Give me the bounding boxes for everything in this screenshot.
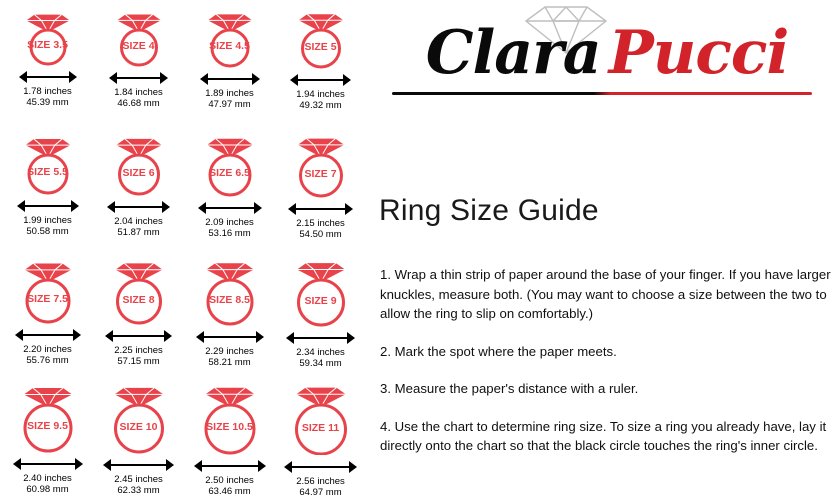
ring-size-label: SIZE 10 bbox=[119, 420, 158, 433]
ring-illustration bbox=[184, 0, 275, 78]
ring-illustration bbox=[93, 0, 184, 78]
measurement-mm: 64.97 mm bbox=[299, 487, 342, 498]
measurement-mm: 60.98 mm bbox=[26, 484, 69, 495]
diameter-arrow bbox=[93, 329, 184, 343]
diameter-arrow bbox=[275, 202, 366, 216]
measurement-inches: 2.40 inches bbox=[23, 473, 72, 484]
measurement-mm: 63.46 mm bbox=[208, 486, 251, 497]
diameter-arrow bbox=[184, 72, 275, 86]
brand-name-second: Pucci bbox=[608, 18, 789, 88]
ring-size-label: SIZE 4 bbox=[122, 39, 155, 52]
ring-illustration bbox=[275, 250, 366, 328]
measurement-inches: 2.56 inches bbox=[296, 476, 345, 487]
ring-size-label: SIZE 6.5 bbox=[209, 167, 250, 179]
brand-logo bbox=[370, 0, 839, 110]
diameter-arrow bbox=[184, 330, 275, 344]
measurement-mm: 55.76 mm bbox=[26, 355, 69, 366]
measurement-mm: 54.50 mm bbox=[299, 229, 342, 240]
ring-size-cell bbox=[184, 125, 275, 247]
measurement-mm: 53.16 mm bbox=[208, 228, 251, 239]
diameter-arrow bbox=[275, 73, 366, 87]
measurement-mm: 59.34 mm bbox=[299, 358, 342, 369]
diameter-arrow bbox=[93, 458, 184, 472]
diameter-arrow bbox=[2, 70, 93, 84]
measurement-mm: 49.32 mm bbox=[299, 100, 342, 111]
logo-underline bbox=[392, 92, 812, 95]
measurement-inches: 1.94 inches bbox=[296, 89, 345, 100]
measurement-inches: 2.25 inches bbox=[114, 345, 163, 356]
instruction-step: 4. Use the chart to determine ring size. To size a ring you already have, lay it directly onto the chart so that the black circle touches the ring's inner circle. bbox=[380, 418, 827, 454]
ring-size-chart bbox=[0, 0, 366, 501]
ring-size-label: SIZE 3.5 bbox=[27, 39, 68, 51]
measurement-inches: 1.84 inches bbox=[114, 87, 163, 98]
ring-illustration bbox=[93, 375, 184, 453]
ring-size-cell bbox=[93, 375, 184, 497]
ring-size-label: SIZE 6 bbox=[122, 166, 155, 179]
ring-size-label: SIZE 10.5 bbox=[206, 421, 253, 433]
right-column bbox=[370, 0, 839, 501]
ring-size-cell bbox=[93, 250, 184, 372]
diameter-arrow bbox=[184, 459, 275, 473]
ring-size-label: SIZE 8 bbox=[122, 293, 155, 306]
ring-illustration bbox=[93, 250, 184, 328]
ring-size-cell bbox=[275, 375, 366, 497]
ring-illustration bbox=[184, 250, 275, 328]
measurement-mm: 51.87 mm bbox=[117, 227, 160, 238]
measurement-inches: 2.50 inches bbox=[205, 475, 254, 486]
ring-illustration bbox=[2, 0, 93, 78]
brand-name-first: Clara bbox=[425, 18, 601, 88]
ring-size-cell bbox=[184, 250, 275, 372]
measurement-inches: 2.34 inches bbox=[296, 347, 345, 358]
diameter-arrow bbox=[275, 331, 366, 345]
ring-size-cell bbox=[2, 125, 93, 247]
diameter-arrow bbox=[2, 457, 93, 471]
ring-size-label: SIZE 5.5 bbox=[27, 166, 68, 178]
ring-illustration bbox=[184, 125, 275, 203]
ring-size-cell bbox=[275, 0, 366, 122]
instruction-list bbox=[380, 252, 835, 474]
ring-size-cell bbox=[184, 375, 275, 497]
ring-size-label: SIZE 5 bbox=[304, 40, 337, 53]
measurement-inches: 1.78 inches bbox=[23, 86, 72, 97]
ring-size-label: SIZE 4.5 bbox=[209, 40, 250, 52]
ring-size-cell bbox=[275, 125, 366, 247]
measurement-inches: 2.20 inches bbox=[23, 344, 72, 355]
ring-size-cell bbox=[2, 375, 93, 497]
measurement-inches: 2.15 inches bbox=[296, 218, 345, 229]
ring-illustration bbox=[2, 250, 93, 328]
ring-size-cell bbox=[184, 0, 275, 122]
ring-illustration bbox=[184, 375, 275, 453]
instruction-step: 3. Measure the paper's distance with a ruler. bbox=[380, 381, 639, 397]
measurement-mm: 46.68 mm bbox=[117, 98, 160, 109]
ring-illustration bbox=[2, 125, 93, 203]
ring-size-label: SIZE 9.5 bbox=[27, 420, 68, 432]
measurement-mm: 62.33 mm bbox=[117, 485, 160, 496]
ring-size-cell bbox=[2, 0, 93, 122]
page-title: Ring Size Guide bbox=[379, 194, 599, 227]
measurement-inches: 2.29 inches bbox=[205, 346, 254, 357]
ring-size-cell bbox=[275, 250, 366, 372]
brand-wordmark bbox=[382, 18, 832, 102]
ring-size-cell bbox=[93, 125, 184, 247]
measurement-inches: 1.89 inches bbox=[205, 88, 254, 99]
ring-size-label: SIZE 11 bbox=[301, 421, 340, 434]
ring-size-label: SIZE 8.5 bbox=[209, 294, 250, 306]
diameter-arrow bbox=[2, 199, 93, 213]
ring-size-label: SIZE 7.5 bbox=[27, 293, 68, 305]
diameter-arrow bbox=[2, 328, 93, 342]
measurement-inches: 2.04 inches bbox=[114, 216, 163, 227]
ring-size-label: SIZE 9 bbox=[304, 294, 337, 307]
diameter-arrow bbox=[93, 71, 184, 85]
ring-size-cell bbox=[93, 0, 184, 122]
measurement-mm: 58.21 mm bbox=[208, 357, 251, 368]
instruction-step: 2. Mark the spot where the paper meets. bbox=[380, 343, 617, 359]
ring-illustration bbox=[93, 125, 184, 203]
ring-size-cell bbox=[2, 250, 93, 372]
measurement-mm: 45.39 mm bbox=[26, 97, 69, 108]
ring-size-label: SIZE 7 bbox=[304, 167, 337, 180]
measurement-inches: 2.09 inches bbox=[205, 217, 254, 228]
measurement-mm: 50.58 mm bbox=[26, 226, 69, 237]
diameter-arrow bbox=[93, 200, 184, 214]
measurement-inches: 2.45 inches bbox=[114, 474, 163, 485]
diameter-arrow bbox=[275, 460, 366, 474]
ring-illustration bbox=[2, 375, 93, 453]
diameter-arrow bbox=[184, 201, 275, 215]
ring-illustration bbox=[275, 0, 366, 78]
ring-illustration bbox=[275, 375, 366, 453]
ring-illustration bbox=[275, 125, 366, 203]
measurement-mm: 57.15 mm bbox=[117, 356, 160, 367]
measurement-mm: 47.97 mm bbox=[208, 99, 251, 110]
measurement-inches: 1.99 inches bbox=[23, 215, 72, 226]
instruction-step: 1. Wrap a thin strip of paper around the base of your finger. If you have larger knuckles, measure both. (You may want to choose a size between the two to allow the ring to slip on comfortably.) bbox=[380, 267, 831, 322]
